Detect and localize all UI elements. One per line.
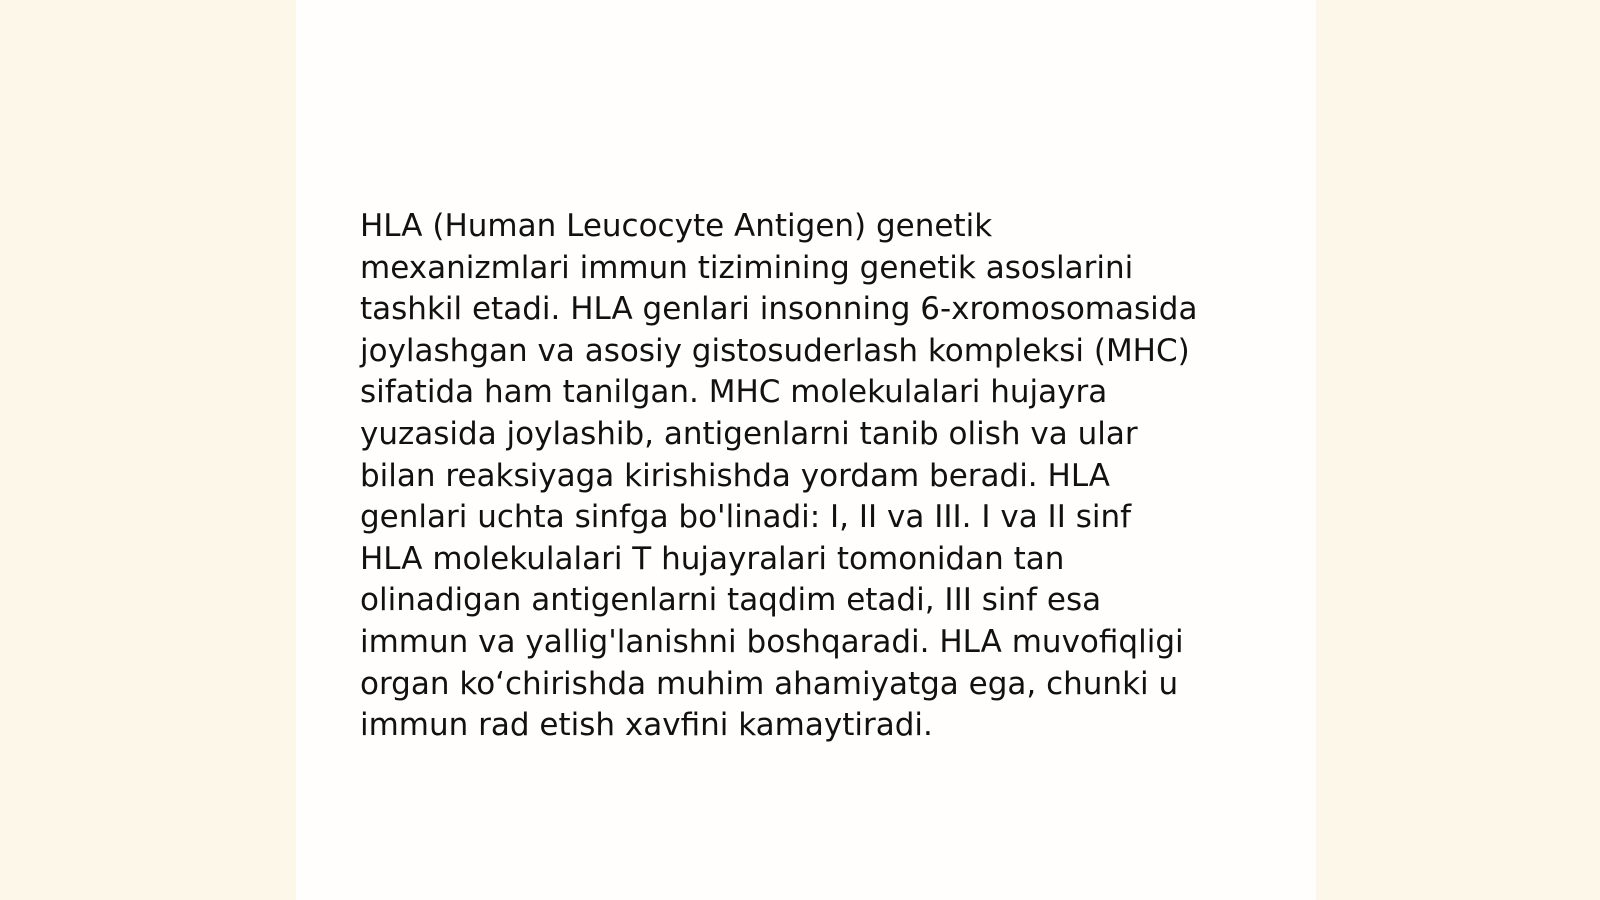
slide-body-text: HLA (Human Leucocyte Antigen) genetik mexanizmlari immun tizimining genetik asoslarini tashkil etadi. HLA genlari insonning 6-xromosomasida joylashgan va asosiy gistosuderlash kompleksi (MHC) sifatida ham tanilgan. MHC molekulalari hujayra yuzasida joylashib, antigenlarni tanib olish va ular bilan reaksiyaga kirishishda yordam beradi. HLA genlari uchta sinfga bo'linadi: I, II va III. I va II sinf HLA molekulalari T hujayralari tomonidan tan olinadigan antigenlarni taqdim etadi, III sinf esa immun va yallig'lanishni boshqaradi. HLA muvofiqligi organ ko‘chirishda muhim ahamiyatga ega, chunki u immun rad etish xavfini kamaytiradi.: [360, 208, 1198, 744]
slide-page: [296, 0, 1316, 900]
